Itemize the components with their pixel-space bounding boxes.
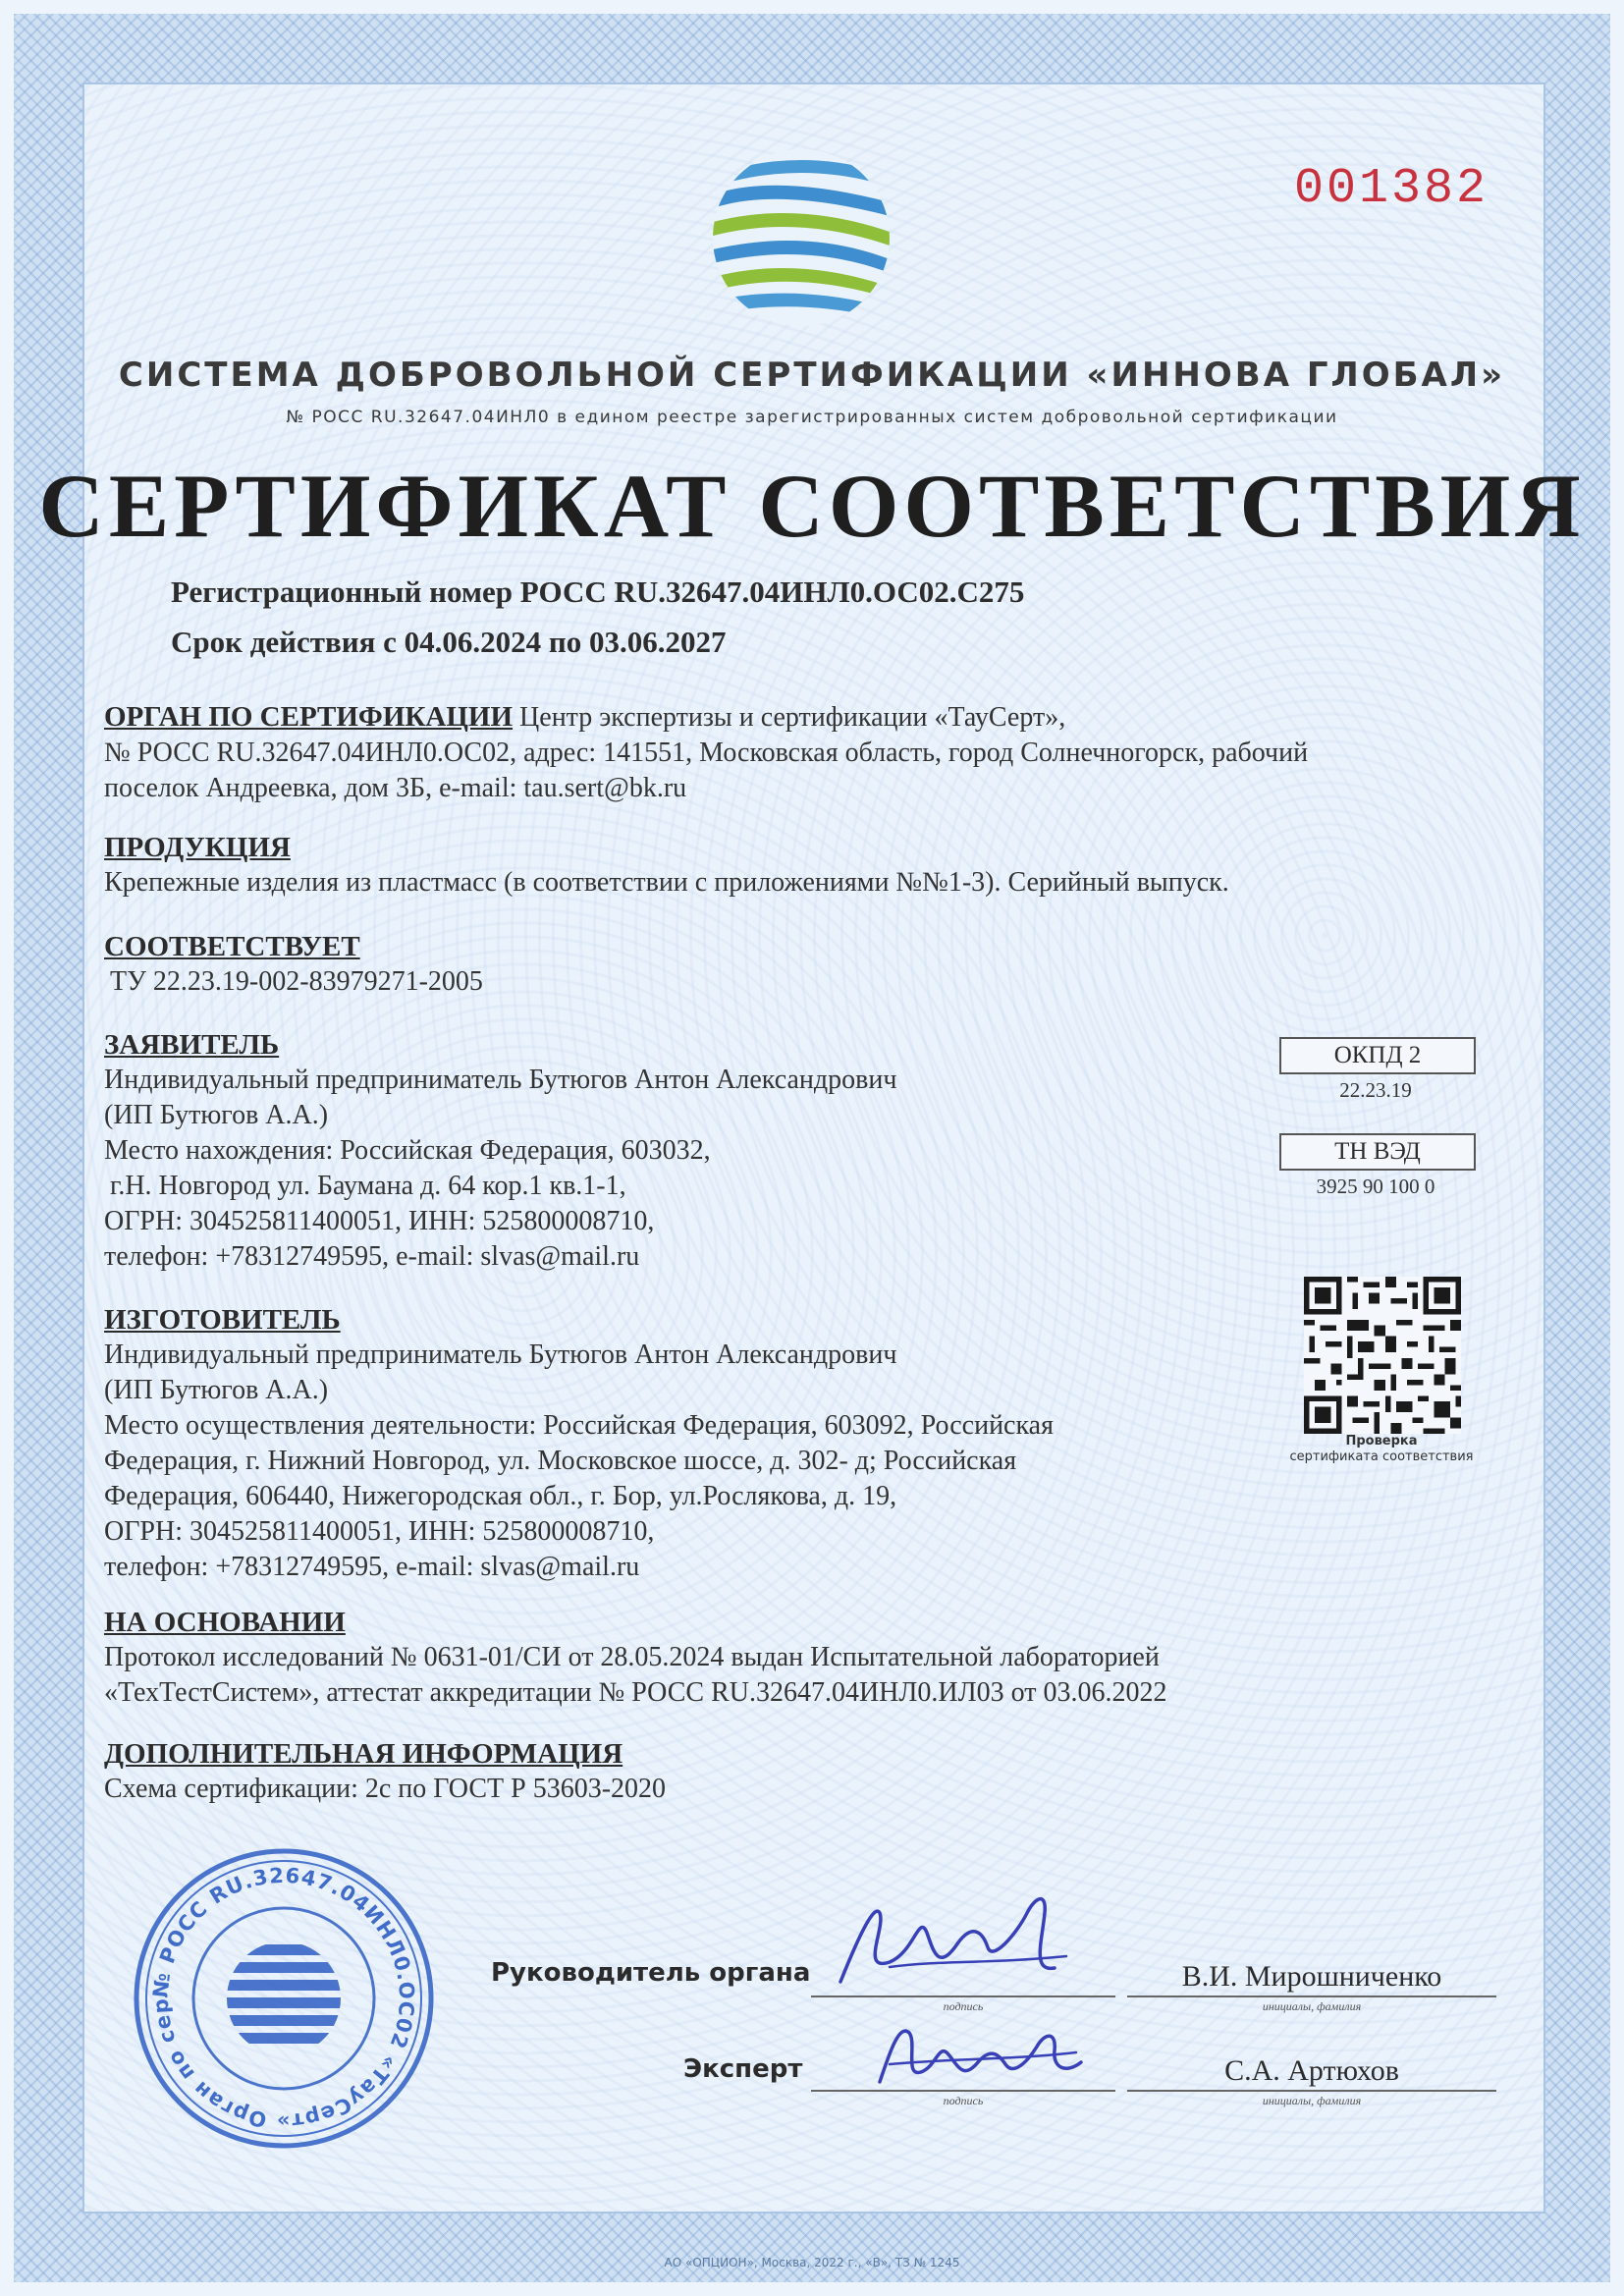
applicant-section (104, 1027, 1263, 1275)
serial-number: 001382 (1294, 161, 1489, 217)
certification-stamp (132, 1846, 436, 2156)
section-heading: ИЗГОТОВИТЕЛЬ (104, 1304, 341, 1336)
signature-caption: подпись (943, 1999, 984, 2013)
manufacturer-section (104, 1302, 1263, 1585)
additional-info-section (104, 1736, 1479, 1807)
basis-line: Протокол исследований № 0631-01/СИ от 28.05.2024 выдан Испытательной лабораторией (104, 1642, 1160, 1672)
system-registry: № РОСС RU.32647.04ИНЛ0 в едином реестре зарегистрированных систем добровольной сертификации (286, 408, 1338, 427)
section-heading: СООТВЕТСТВУЕТ (104, 931, 360, 962)
okpd-value: 22.23.19 (1339, 1078, 1412, 1102)
basis-line: «ТехТестСистем», аттестат аккредитации № РОСС RU.32647.04ИНЛ0.ИЛ03 от 03.06.2022 (104, 1677, 1167, 1708)
applicant-line: телефон: +78312749595, e-mail: slvas@mail.ru (104, 1241, 640, 1272)
expert-signature (860, 2003, 1096, 2106)
product-text: Крепежные изделия из пластмасс (в соответствии с приложениями №№1-3). Серийный выпуск. (104, 867, 1229, 898)
certification-body-name: Центр экспертизы и сертификации «ТауСерт», (519, 702, 1066, 733)
expert-label: Эксперт (683, 2054, 803, 2084)
printer-footer: АО «ОПЦИОН», Москва, 2022 г., «В», ТЗ № 1245 (664, 2256, 960, 2269)
tnved-value: 3925 90 100 0 (1316, 1175, 1435, 1198)
expert-name-line (1127, 2090, 1496, 2092)
certification-body-line: № РОСС RU.32647.04ИНЛ0.ОС02, адрес: 141551, Московская область, город Солнечногорск, рабочий (104, 738, 1309, 768)
section-heading: ДОПОЛНИТЕЛЬНАЯ ИНФОРМАЦИЯ (104, 1738, 623, 1770)
applicant-line: ОГРН: 304525811400051, ИНН: 525800008710, (104, 1206, 655, 1236)
signature-caption: подпись (943, 2094, 984, 2107)
product-section (104, 830, 1479, 901)
globe-logo (709, 145, 893, 335)
name-caption: инициалы, фамилия (1262, 2094, 1362, 2107)
qr-code[interactable] (1304, 1277, 1461, 1439)
section-heading: ПРОДУКЦИЯ (104, 832, 291, 863)
qr-caption: Проверка сертификата соответствия (1289, 1434, 1474, 1464)
section-heading: ЗАЯВИТЕЛЬ (104, 1029, 280, 1061)
section-heading: НА ОСНОВАНИИ (104, 1607, 346, 1638)
manufacturer-line: (ИП Бутюгов А.А.) (104, 1375, 329, 1405)
manufacturer-line: Федерация, г. Нижний Новгород, ул. Московское шоссе, д. 302- д; Российская (104, 1446, 1017, 1476)
head-name: В.И. Мирошниченко (1181, 1960, 1442, 1993)
okpd-code-block (1279, 1037, 1476, 1103)
registration-number: Регистрационный номер РОСС RU.32647.04ИНЛ0.ОС02.С275 (171, 574, 1025, 609)
name-caption: инициалы, фамилия (1262, 1999, 1362, 2013)
head-signature (821, 1874, 1096, 2006)
expert-name: С.А. Артюхов (1224, 2054, 1399, 2087)
basis-section (104, 1605, 1479, 1711)
tnved-label: ТН ВЭД (1279, 1133, 1476, 1171)
manufacturer-line: ОГРН: 304525811400051, ИНН: 525800008710, (104, 1516, 655, 1547)
certificate-title: СЕРТИФИКАТ СООТВЕТСТВИЯ (38, 456, 1586, 556)
applicant-line: Индивидуальный предприниматель Бутюгов Антон Александрович (104, 1065, 897, 1095)
manufacturer-line: телефон: +78312749595, e-mail: slvas@mail.ru (104, 1552, 640, 1582)
head-of-body-label: Руководитель органа (491, 1958, 811, 1988)
system-title: СИСТЕМА ДОБРОВОЛЬНОЙ СЕРТИФИКАЦИИ «ИННОВА ГЛОБАЛ» (118, 355, 1506, 395)
manufacturer-line: Место осуществления деятельности: Российская Федерация, 603092, Российская (104, 1410, 1054, 1441)
stamp-ring-text: № РОСС RU.32647.04ИНЛ0.ОС02 «ТауСерт» Орган по сер (148, 1863, 419, 2134)
manufacturer-line: Индивидуальный предприниматель Бутюгов Антон Александрович (104, 1339, 897, 1370)
applicant-line: Место нахождения: Российская Федерация, 603032, (104, 1135, 711, 1166)
applicant-line: г.Н. Новгород ул. Баумана д. 64 кор.1 кв.1-1, (110, 1171, 626, 1201)
applicant-line: (ИП Бутюгов А.А.) (104, 1100, 329, 1130)
additional-info-text: Схема сертификации: 2с по ГОСТ Р 53603-2020 (104, 1774, 667, 1804)
conforms-text: ТУ 22.23.19-002-83979271-2005 (110, 966, 483, 997)
certification-body-line: поселок Андреевка, дом 3Б, e-mail: tau.sert@bk.ru (104, 773, 687, 803)
conforms-section (104, 929, 1479, 1000)
tnved-code-block (1279, 1133, 1476, 1199)
manufacturer-line: Федерация, 606440, Нижегородская обл., г. Бор, ул.Рослякова, д. 19, (104, 1481, 897, 1511)
section-heading: ОРГАН ПО СЕРТИФИКАЦИИ (104, 701, 514, 733)
validity-period: Срок действия с 04.06.2024 по 03.06.2027 (171, 625, 727, 659)
head-name-line (1127, 1995, 1496, 1997)
okpd-label: ОКПД 2 (1279, 1037, 1476, 1074)
certification-body-section (104, 699, 1479, 806)
